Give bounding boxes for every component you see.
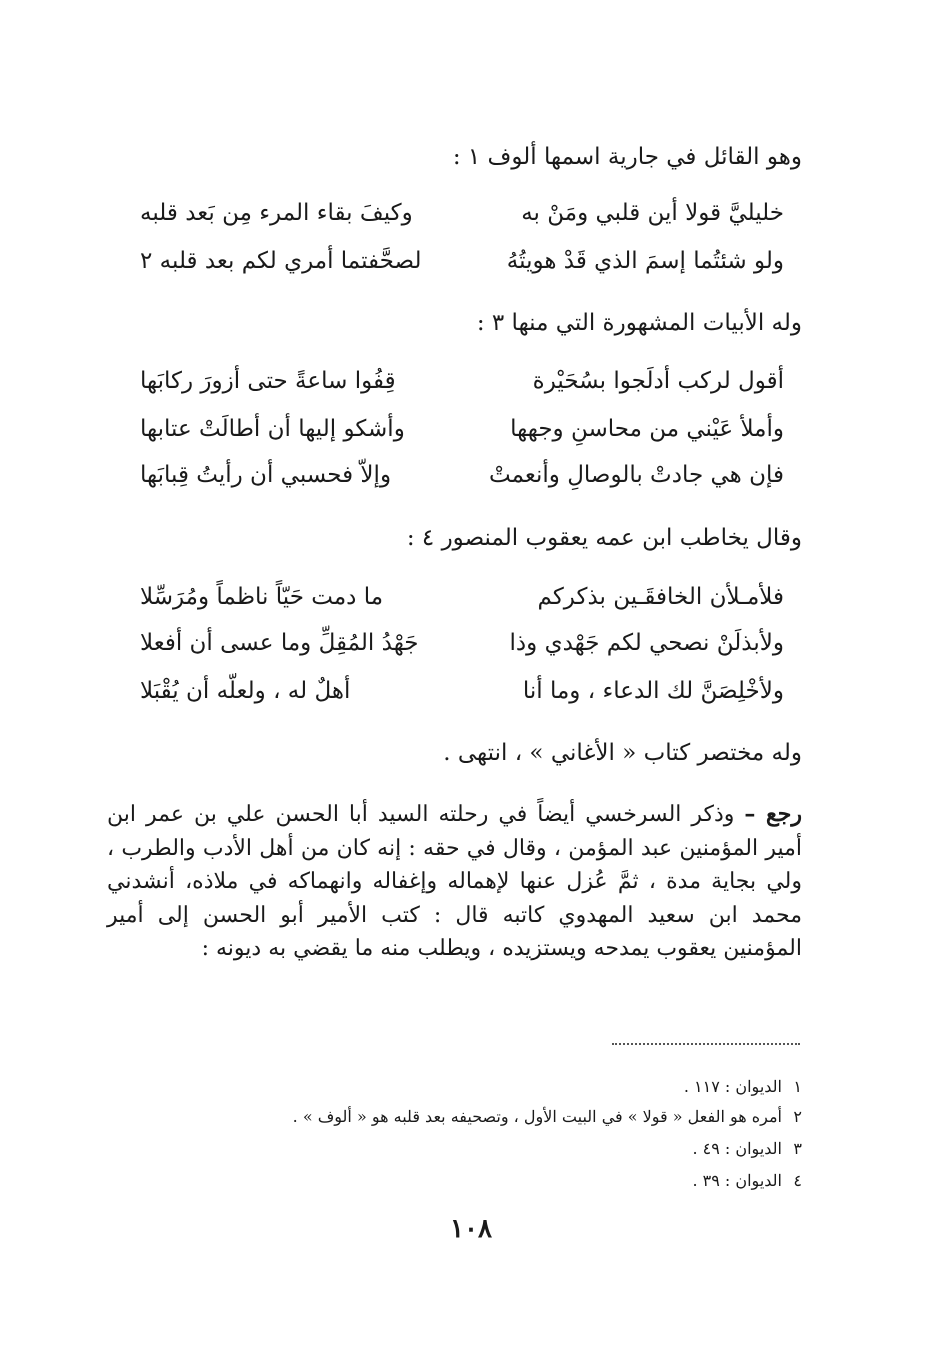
intro-line-4: وله مختصر كتاب « الأغاني » ، انتهى . bbox=[443, 740, 802, 766]
footnote-number: ٣ bbox=[793, 1139, 802, 1158]
footnote-number: ٤ bbox=[793, 1171, 802, 1190]
poem-3-verse-1 bbox=[0, 584, 942, 614]
hemistich-first: أقول لركب أدلَجوا بسُحَيْرة bbox=[532, 368, 784, 394]
paragraph-text: وذكر السرخسي أيضاً في رحلته السيد أبا الحسن علي بن عمر ابن أمير المؤمنين عبد المؤمن ، وقال في حقه : إنه كان من أهل الأدب والطرب ، ولي بجاية مدة ، ثمَّ عُزل عنها لإهماله وإغفاله وانهماكه في ملاذه، أنشدني محمد ابن سعيد المهدوي كاتبه قال : كتب الأمير أبو الحسن إلى أمير المؤمنين يعقوب يمدحه ويستزيده ، ويطلب منه ما يقضي به ديونه : bbox=[107, 802, 802, 961]
paragraph-body bbox=[107, 798, 802, 966]
poem-1-verse-1 bbox=[0, 200, 942, 230]
hemistich-second: جَهْدُ المُقِلِّ وما عسى أن أفعلا bbox=[140, 630, 419, 656]
hemistich-second: وكيفَ بقاء المرء مِن بَعد قلبه bbox=[140, 200, 413, 226]
hemistich-second: وأشكو إليها أن أطالَتْ عتابها bbox=[140, 416, 405, 442]
intro-line-3: وقال يخاطب ابن عمه يعقوب المنصور ٤ : bbox=[406, 525, 802, 551]
hemistich-first: ولأبذلَنْ نصحي لكم جَهْدي وذا bbox=[509, 630, 784, 656]
hemistich-first: فلأمـلأن الخافقَـين بذكركم bbox=[537, 584, 784, 610]
hemistich-first: فإن هي جادتْ بالوصالِ وأنعمتْ bbox=[489, 462, 784, 488]
intro-line-2: وله الأبيات المشهورة التي منها ٣ : bbox=[476, 310, 802, 336]
poem-1-verse-2 bbox=[0, 248, 942, 278]
poem-2-verse-2 bbox=[0, 416, 942, 446]
page-number: ١٠٨ bbox=[450, 1214, 492, 1244]
hemistich-second: ما دمت حَيّاً ناظماً ومُرَسِّلا bbox=[140, 584, 384, 610]
footnote-number: ٢ bbox=[793, 1107, 802, 1126]
footnote-2 bbox=[293, 1107, 802, 1126]
hemistich-first: ولأخْلِصَنَّ لك الدعاء ، وما أنا bbox=[522, 678, 784, 704]
hemistich-second: قِفُوا ساعةً حتى أزورَ ركابَها bbox=[140, 368, 396, 394]
footnote-text: الديوان : ١١٧ . bbox=[683, 1077, 782, 1096]
paragraph-lead: رجع – bbox=[744, 801, 802, 827]
poem-2-verse-1 bbox=[0, 368, 942, 398]
poem-3-verse-2 bbox=[0, 630, 942, 660]
footnote-4 bbox=[692, 1171, 802, 1190]
footnote-1 bbox=[684, 1077, 802, 1096]
hemistich-first: ولو شئتُما إسمَ الذي قَدْ هويتُهُ bbox=[506, 248, 784, 274]
prose-paragraph bbox=[107, 798, 802, 966]
footnote-separator bbox=[612, 1043, 800, 1045]
hemistich-second: وإلاّ فحسبي أن رأيتُ قِبابَها bbox=[140, 462, 392, 488]
footnote-text: أمره هو الفعل « قولا » في البيت الأول ، وتصحيفه بعد قلبه هو « ألوف » . bbox=[292, 1107, 782, 1126]
intro-line-1: وهو القائل في جارية اسمها ألوف ١ : bbox=[452, 144, 802, 170]
hemistich-first: خليليَّ قولا أين قلبي ومَنْ به bbox=[521, 200, 784, 226]
hemistich-first: وأملأ عَيْني من محاسنِ وجهها bbox=[510, 416, 784, 442]
footnote-number: ١ bbox=[793, 1077, 802, 1096]
hemistich-second: أهلٌ له ، ولعلّه أن يُقْبَلا bbox=[140, 678, 351, 704]
poem-2-verse-3 bbox=[0, 462, 942, 492]
poem-3-verse-3 bbox=[0, 678, 942, 708]
hemistich-second: لصحَّفتما أمري لكم بعد قلبه ٢ bbox=[140, 248, 422, 274]
footnote-3 bbox=[692, 1139, 802, 1158]
footnote-text: الديوان : ٣٩ . bbox=[692, 1171, 782, 1190]
footnote-text: الديوان : ٤٩ . bbox=[692, 1139, 782, 1158]
